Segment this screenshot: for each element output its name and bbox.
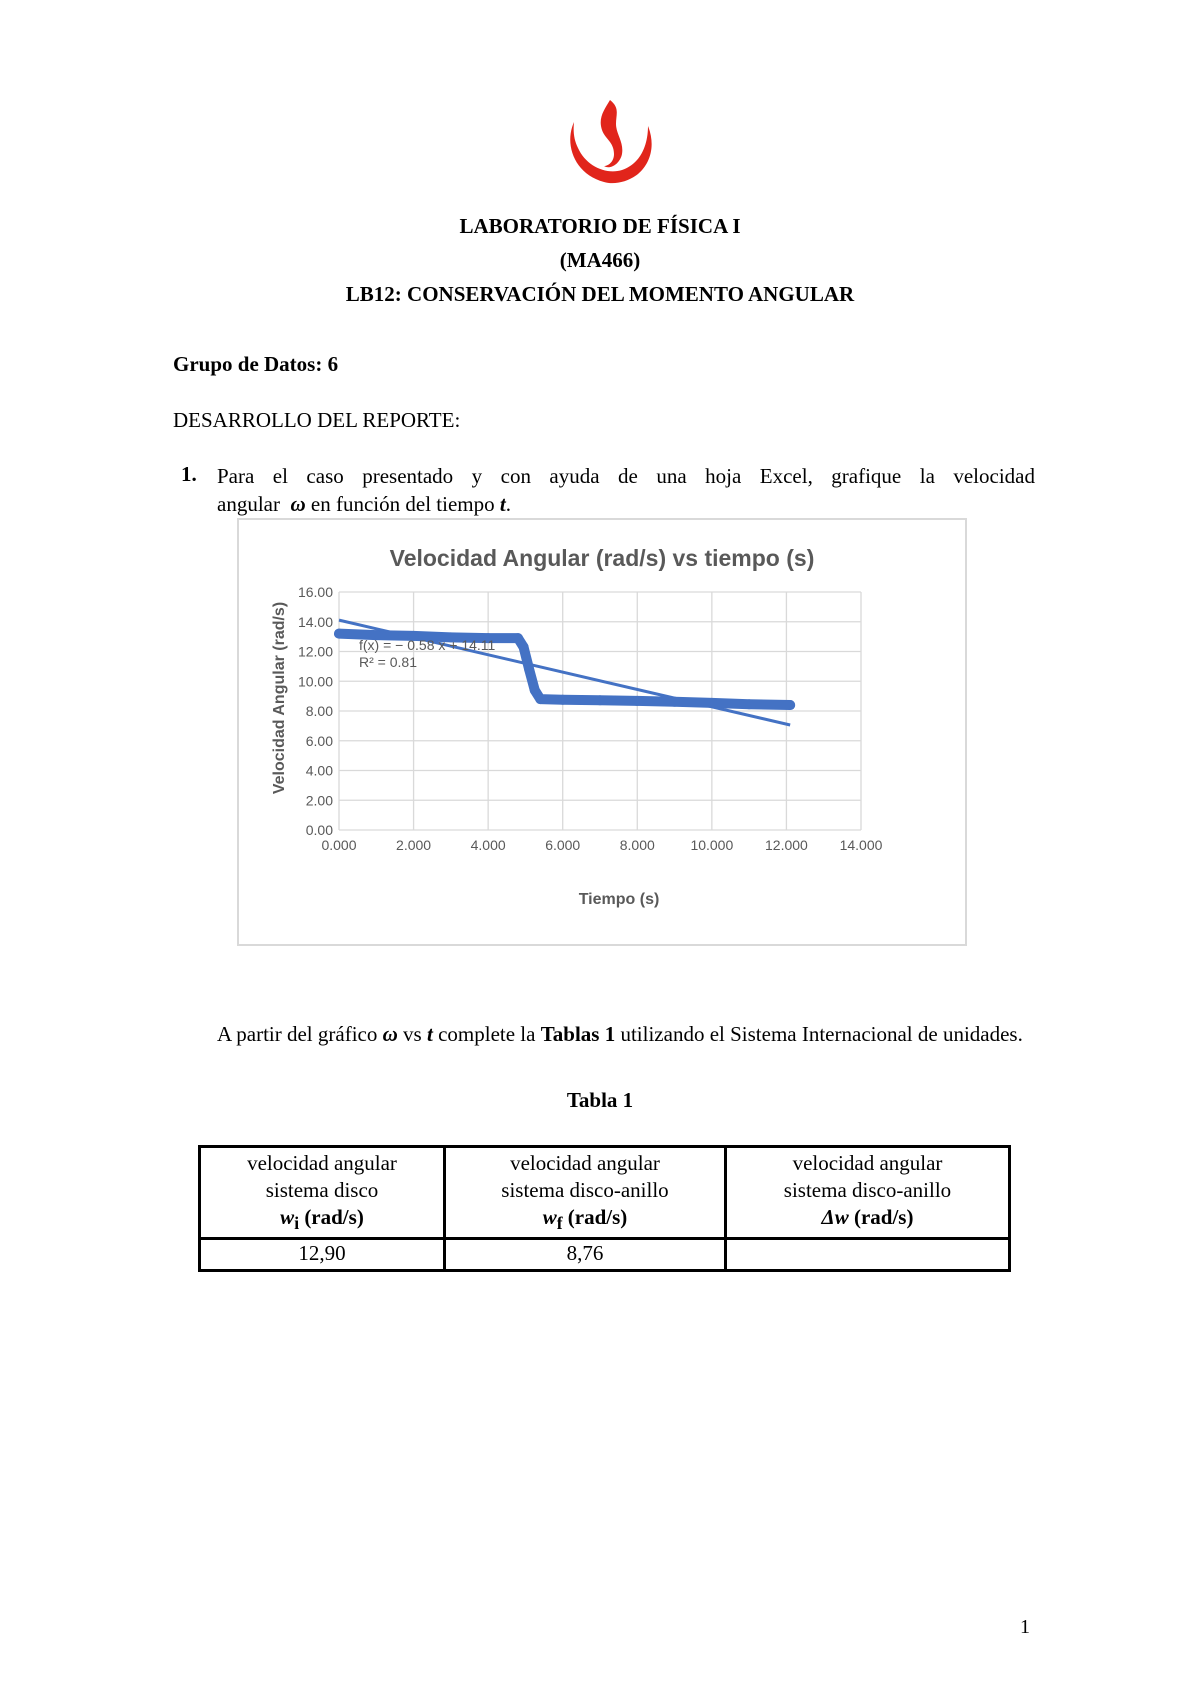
y-tick-label: 10.00 [297, 673, 333, 690]
omega-symbol: ω [382, 1022, 398, 1046]
data-point [632, 696, 642, 706]
value-cell-delta[interactable] [726, 1239, 1010, 1271]
lab-subtitle: LB12: CONSERVACIÓN DEL MOMENTO ANGULAR [345, 282, 855, 306]
section-heading: DESARROLLO DEL REPORTE: [173, 408, 461, 432]
x-tick-label: 2.000 [396, 837, 432, 853]
velocity-chart [239, 520, 965, 944]
y-tick-label: 16.00 [297, 584, 333, 600]
x-axis-label: Tiempo (s) [578, 891, 660, 908]
item-number: 1. [181, 462, 197, 486]
t-symbol: t [426, 1022, 433, 1046]
x-tick-label: 6.000 [545, 837, 581, 853]
page-number: 1 [1020, 1616, 1030, 1638]
table-caption: Tabla 1 [566, 1088, 634, 1112]
header-cell-final: velocidad angular sistema disco-anillo $w_f$ (rad/s) [445, 1147, 726, 1239]
trendline-equation: f(x) = − 0.58 x + 14.11 [359, 637, 496, 653]
header-cell-initial: velocidad angular sistema disco $w_i$ (rad/s) [200, 1147, 445, 1239]
data-point [595, 695, 605, 705]
header-cell-delta: velocidad angular sistema disco-anillo Δw (rad/s) [726, 1147, 1010, 1239]
x-tick-label: 10.000 [690, 837, 734, 853]
data-table [198, 1145, 1011, 1272]
data-point [535, 694, 545, 704]
course-code: (MA466) [559, 248, 641, 272]
omega-symbol: ω [290, 492, 306, 516]
data-point [334, 629, 344, 639]
y-tick-label: 2.00 [305, 792, 333, 809]
y-tick-label: 0.00 [305, 822, 333, 838]
y-axis-label: Velocidad Angular (rad/s) [271, 601, 288, 795]
x-tick-label: 14.000 [839, 837, 883, 853]
data-point [558, 695, 568, 705]
item1-paragraph [217, 462, 1035, 518]
group-label: Grupo de Datos: 6 [173, 352, 339, 376]
data-point [744, 699, 754, 709]
y-tick-label: 6.00 [305, 732, 333, 749]
trendline-r2: R² = 0.81 [359, 654, 417, 670]
chart-grid [339, 592, 861, 830]
data-point [513, 633, 523, 643]
trendline [339, 620, 790, 725]
x-tick-label: 12.000 [765, 837, 808, 853]
value-cell-initial[interactable]: 12,90 [200, 1239, 445, 1271]
value-cell-final[interactable]: 8,76 [445, 1239, 726, 1271]
upc-flame-logo-icon [560, 92, 660, 192]
instructions-paragraph: A partir del gráfico ω vs t complete la Tablas 1 utilizando el Sistema Internacional de unidades. [217, 1022, 1023, 1046]
data-point [519, 642, 529, 652]
y-tick-label: 8.00 [305, 703, 333, 719]
table-row [200, 1239, 1010, 1271]
item1-line1: Para el caso presentado y con ayuda de una hoja Excel, grafique la velocidad [217, 464, 1035, 488]
y-tick-label: 14.00 [297, 613, 333, 630]
data-point [530, 685, 540, 695]
data-point [785, 700, 795, 710]
chart-tick-labels [298, 584, 883, 853]
y-tick-label: 4.00 [305, 762, 333, 779]
x-tick-label: 0.000 [321, 837, 357, 853]
y-tick-label: 12.00 [297, 643, 333, 660]
table-reference: Tablas 1 [540, 1022, 616, 1046]
chart-series [334, 620, 795, 725]
item1-line2: angular ω en función del tiempo t. [217, 492, 511, 516]
chart-container [237, 518, 967, 946]
t-symbol: t [499, 492, 506, 516]
x-tick-label: 4.000 [470, 837, 506, 853]
lab-title: LABORATORIO DE FÍSICA I [459, 214, 741, 238]
x-tick-label: 8.000 [619, 837, 655, 853]
table-header-row [200, 1147, 1010, 1239]
chart-title: Velocidad Angular (rad/s) vs tiempo (s) [389, 545, 815, 571]
